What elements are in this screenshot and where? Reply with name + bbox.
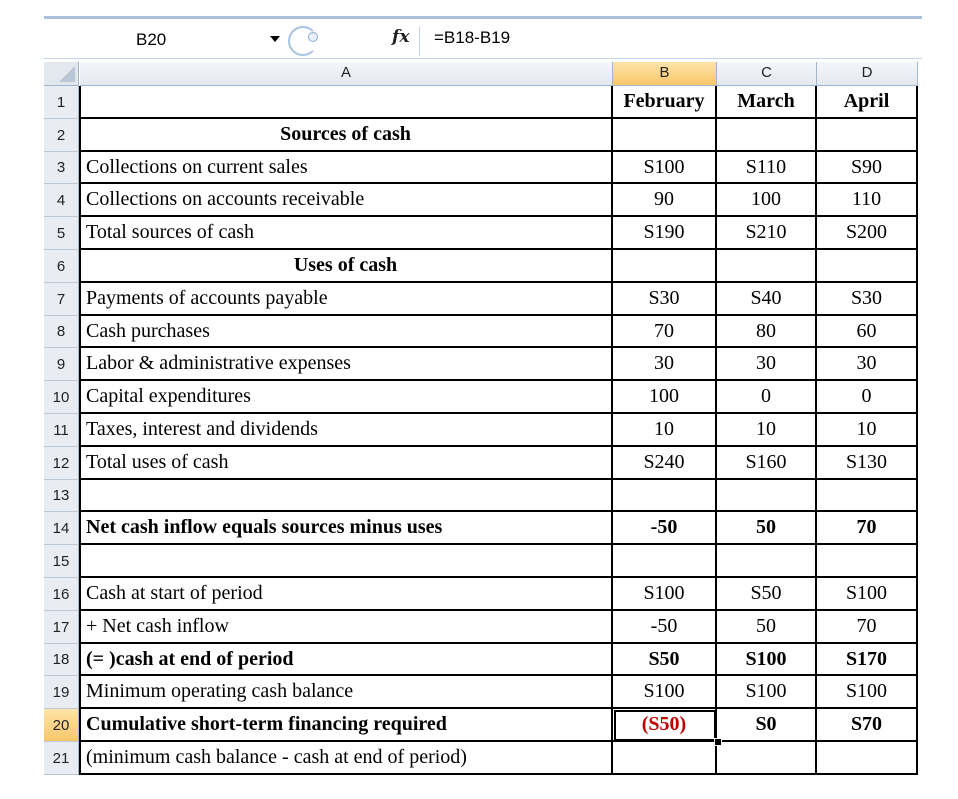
table-left-border — [79, 86, 81, 775]
cell-d4[interactable]: 110 — [817, 184, 918, 217]
cell-d7[interactable]: S30 — [817, 283, 918, 316]
cell-b11[interactable]: 10 — [613, 414, 717, 447]
cell-a17[interactable]: + Net cash inflow — [80, 611, 613, 644]
cell-b21[interactable] — [613, 742, 717, 775]
row-header-1[interactable]: 1 — [44, 86, 79, 119]
cell-a2[interactable]: Sources of cash — [80, 119, 613, 152]
cell-b3[interactable]: S100 — [613, 152, 717, 184]
cell-b16[interactable]: S100 — [613, 578, 717, 611]
column-header-d[interactable]: D — [817, 62, 918, 86]
cell-c19[interactable]: S100 — [717, 676, 817, 709]
cell-d11[interactable]: 10 — [817, 414, 918, 447]
cell-b12[interactable]: S240 — [613, 447, 717, 480]
row-header-16[interactable]: 16 — [44, 578, 79, 611]
row-header-11[interactable]: 11 — [44, 414, 79, 447]
cell-d19[interactable]: S100 — [817, 676, 918, 709]
cell-a7[interactable]: Payments of accounts payable — [80, 283, 613, 316]
cell-d5[interactable]: S200 — [817, 217, 918, 250]
cell-a5[interactable]: Total sources of cash — [80, 217, 613, 250]
cell-d20[interactable]: S70 — [817, 709, 918, 742]
cell-d13[interactable] — [817, 480, 918, 512]
cell-c12[interactable]: S160 — [717, 447, 817, 480]
cell-a3[interactable]: Collections on current sales — [80, 152, 613, 184]
row-header-10[interactable]: 10 — [44, 381, 79, 414]
cell-b8[interactable]: 70 — [613, 316, 717, 348]
cell-a18[interactable]: (= )cash at end of period — [80, 644, 613, 676]
row-header-3[interactable]: 3 — [44, 152, 79, 184]
cell-c14[interactable]: 50 — [717, 512, 817, 545]
row-header-18[interactable]: 18 — [44, 644, 79, 676]
row-header-9[interactable]: 9 — [44, 348, 79, 381]
formula-bar-divider — [419, 26, 420, 56]
cell-c18[interactable]: S100 — [717, 644, 817, 676]
row-header-20[interactable]: 20 — [44, 709, 79, 742]
cell-b19[interactable]: S100 — [613, 676, 717, 709]
cell-c8[interactable]: 80 — [717, 316, 817, 348]
cell-a14[interactable]: Net cash inflow equals sources minus uses — [80, 512, 613, 545]
cell-b2[interactable] — [613, 119, 717, 152]
cell-a13[interactable] — [80, 480, 613, 512]
cell-c21[interactable] — [717, 742, 817, 775]
column-header-c[interactable]: C — [717, 62, 817, 86]
cell-d1[interactable]: April — [817, 86, 918, 119]
select-all-button[interactable] — [44, 62, 79, 86]
cell-b17[interactable]: -50 — [613, 611, 717, 644]
row-header-19[interactable]: 19 — [44, 676, 79, 709]
select-all-icon — [59, 66, 75, 82]
cell-c4[interactable]: 100 — [717, 184, 817, 217]
row-header-4[interactable]: 4 — [44, 184, 79, 217]
cell-a4[interactable]: Collections on accounts receivable — [80, 184, 613, 217]
row-header-2[interactable]: 2 — [44, 119, 79, 152]
name-box-value: B20 — [136, 30, 167, 49]
cell-c9[interactable]: 30 — [717, 348, 817, 381]
cell-d8[interactable]: 60 — [817, 316, 918, 348]
row-header-15[interactable]: 15 — [44, 545, 79, 578]
cell-b10[interactable]: 100 — [613, 381, 717, 414]
cell-d21[interactable] — [817, 742, 918, 775]
cell-c15[interactable] — [717, 545, 817, 578]
cell-c2[interactable] — [717, 119, 817, 152]
row-header-8[interactable]: 8 — [44, 316, 79, 348]
cell-d15[interactable] — [817, 545, 918, 578]
cell-a15[interactable] — [80, 545, 613, 578]
cell-b9[interactable]: 30 — [613, 348, 717, 381]
column-header-a[interactable]: A — [80, 62, 613, 86]
cell-b14[interactable]: -50 — [613, 512, 717, 545]
cell-d18[interactable]: S170 — [817, 644, 918, 676]
row-header-21[interactable]: 21 — [44, 742, 79, 775]
cell-b18[interactable]: S50 — [613, 644, 717, 676]
cell-d3[interactable]: S90 — [817, 152, 918, 184]
fill-handle[interactable] — [714, 738, 722, 746]
cell-b6[interactable] — [613, 250, 717, 283]
cell-a9[interactable]: Labor & administrative expenses — [80, 348, 613, 381]
cell-d16[interactable]: S100 — [817, 578, 918, 611]
cell-b5[interactable]: S190 — [613, 217, 717, 250]
insert-function-icon[interactable]: fx — [392, 27, 410, 47]
chevron-down-icon[interactable] — [270, 36, 280, 42]
cell-d2[interactable] — [817, 119, 918, 152]
cell-d12[interactable]: S130 — [817, 447, 918, 480]
cell-a16[interactable]: Cash at start of period — [80, 578, 613, 611]
cell-c13[interactable] — [717, 480, 817, 512]
cell-a1[interactable] — [80, 86, 613, 119]
cell-c10[interactable]: 0 — [717, 381, 817, 414]
cell-b15[interactable] — [613, 545, 717, 578]
cell-c6[interactable] — [717, 250, 817, 283]
cell-a19[interactable]: Minimum operating cash balance — [80, 676, 613, 709]
cell-d14[interactable]: 70 — [817, 512, 918, 545]
row-header-13[interactable]: 13 — [44, 480, 79, 512]
cell-c20[interactable]: S0 — [717, 709, 817, 742]
cell-a11[interactable]: Taxes, interest and dividends — [80, 414, 613, 447]
row-header-12[interactable]: 12 — [44, 447, 79, 480]
cell-a20[interactable]: Cumulative short-term financing required — [80, 709, 613, 742]
ribbon-bottom-border — [44, 16, 922, 19]
cell-d17[interactable]: 70 — [817, 611, 918, 644]
cell-a8[interactable]: Cash purchases — [80, 316, 613, 348]
cell-d9[interactable]: 30 — [817, 348, 918, 381]
cell-c7[interactable]: S40 — [717, 283, 817, 316]
cell-a21[interactable]: (minimum cash balance - cash at end of period) — [80, 742, 613, 775]
cell-d6[interactable] — [817, 250, 918, 283]
cell-c16[interactable]: S50 — [717, 578, 817, 611]
row-header-7[interactable]: 7 — [44, 283, 79, 316]
cell-b13[interactable] — [613, 480, 717, 512]
cell-c11[interactable]: 10 — [717, 414, 817, 447]
cell-b20[interactable]: (S50) — [613, 709, 717, 742]
formula-bar-handle-icon[interactable] — [308, 32, 318, 42]
row-header-17[interactable]: 17 — [44, 611, 79, 644]
cell-c1[interactable]: March — [717, 86, 817, 119]
cell-a12[interactable]: Total uses of cash — [80, 447, 613, 480]
cell-b1[interactable]: February — [613, 86, 717, 119]
column-header-b[interactable]: B — [613, 62, 717, 86]
cell-a6[interactable]: Uses of cash — [80, 250, 613, 283]
cell-b7[interactable]: S30 — [613, 283, 717, 316]
formula-bar — [44, 24, 922, 59]
cell-d10[interactable]: 0 — [817, 381, 918, 414]
row-header-14[interactable]: 14 — [44, 512, 79, 545]
formula-input[interactable]: =B18-B19 — [434, 28, 511, 47]
row-header-5[interactable]: 5 — [44, 217, 79, 250]
cell-c3[interactable]: S110 — [717, 152, 817, 184]
cell-b4[interactable]: 90 — [613, 184, 717, 217]
cell-a10[interactable]: Capital expenditures — [80, 381, 613, 414]
cell-c17[interactable]: 50 — [717, 611, 817, 644]
name-box[interactable] — [44, 26, 284, 54]
row-header-6[interactable]: 6 — [44, 250, 79, 283]
cell-c5[interactable]: S210 — [717, 217, 817, 250]
